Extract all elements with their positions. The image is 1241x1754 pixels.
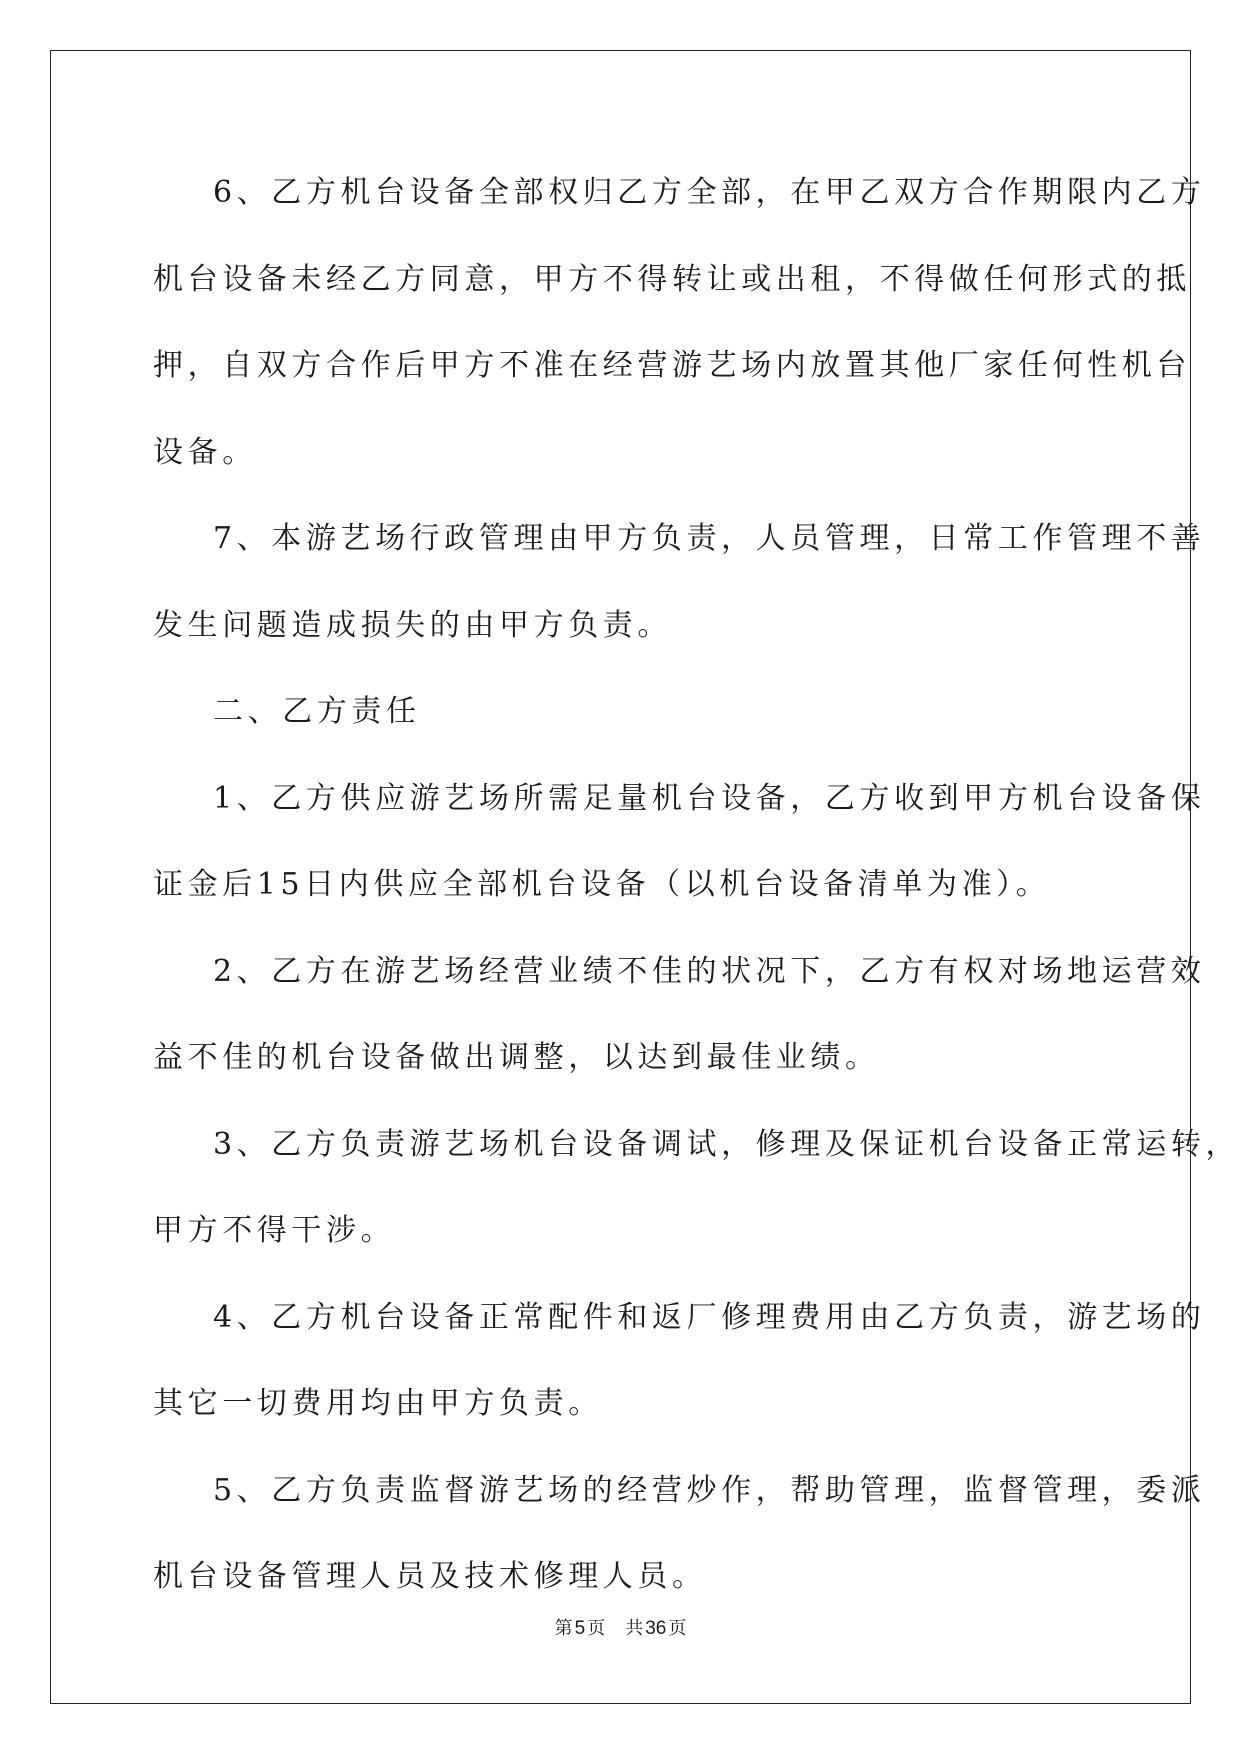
paragraph-line: 机台设备未经乙方同意，甲方不得转让或出租，不得做任何形式的抵: [153, 261, 1191, 297]
page-footer: [0, 1614, 1241, 1640]
section-heading: 二、乙方责任: [213, 694, 421, 729]
page-prefix: 第: [554, 1618, 573, 1639]
paragraph-line: 甲方不得干涉。: [153, 1213, 396, 1248]
paragraph-line: 6、乙方机台设备全部权归乙方全部，在甲乙双方合作期限内乙方: [213, 175, 1206, 210]
paragraph-line: 设备。: [153, 434, 257, 470]
paragraph-line: 益不佳的机台设备做出调整，以达到最佳业绩。: [153, 1040, 880, 1075]
paragraph-line: 机台设备管理人员及技术修理人员。: [153, 1559, 707, 1594]
paragraph-line: 4、乙方机台设备正常配件和返厂修理费用由乙方负责，游艺场的: [213, 1299, 1206, 1335]
paragraph-line: 1、乙方供应游艺场所需足量机台设备，乙方收到甲方机台设备保: [213, 780, 1206, 816]
paragraph-line: 证金后15日内供应全部机台设备（以机台设备清单为准）。: [153, 867, 1051, 902]
paragraph-line: 发生问题造成损失的由甲方负责。: [153, 607, 672, 643]
paragraph-line: 3、乙方负责游艺场机台设备调试，修理及保证机台设备正常运转，: [213, 1126, 1241, 1162]
total-pages: 36: [645, 1618, 667, 1639]
document-body: [153, 168, 1241, 1639]
paragraph-line: 5、乙方负责监督游艺场的经营炒作，帮助管理，监督管理，委派: [213, 1472, 1206, 1508]
total-prefix: 共: [625, 1618, 644, 1639]
paragraph-line: 2、乙方在游艺场经营业绩不佳的状况下，乙方有权对场地运营效: [213, 953, 1206, 989]
paragraph-line: 7、本游艺场行政管理由甲方负责，人员管理，日常工作管理不善: [213, 521, 1206, 556]
paragraph-line: 押，自双方合作后甲方不准在经营游艺场内放置其他厂家任何性机台: [153, 348, 1191, 383]
paragraph-line: 其它一切费用均由甲方负责。: [153, 1386, 603, 1421]
total-suffix: 页: [668, 1618, 687, 1639]
page-number: 5: [574, 1618, 586, 1639]
page-suffix: 页: [587, 1618, 606, 1639]
